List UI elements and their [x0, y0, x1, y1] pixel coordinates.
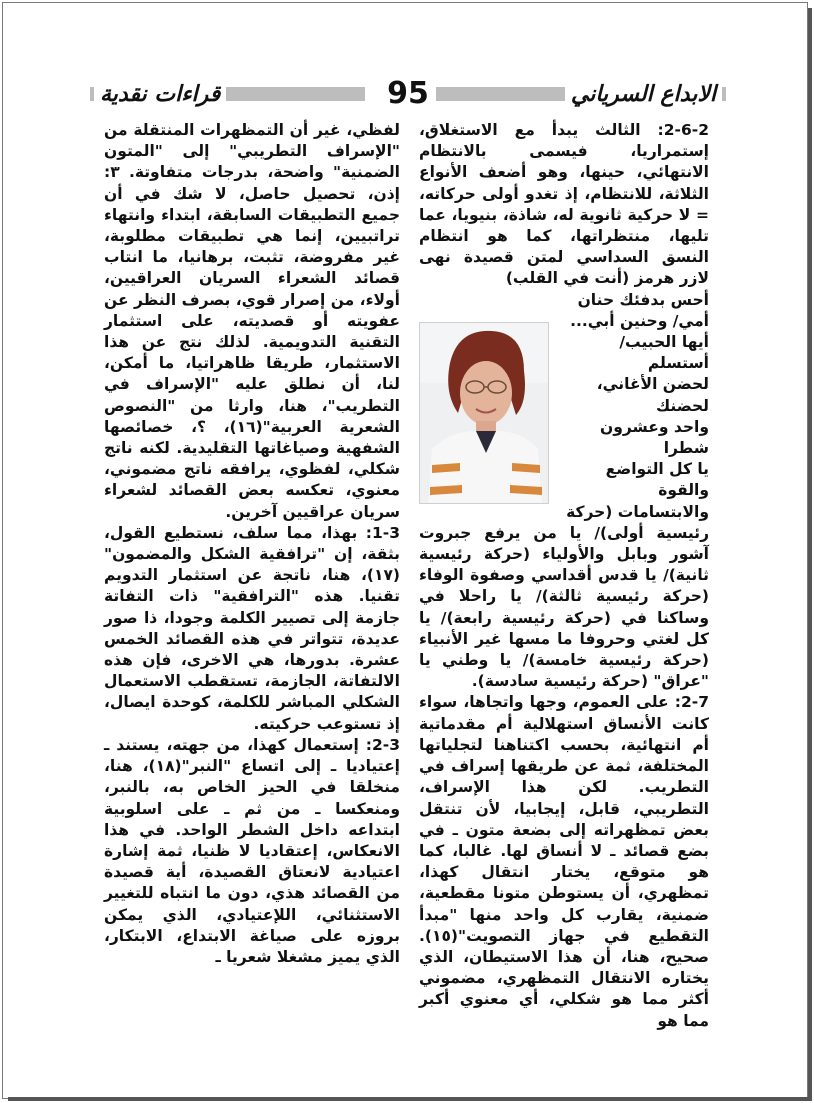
page-shadow-bottom [8, 1097, 810, 1101]
poem-line: والابتسامات (حركة [566, 502, 709, 521]
poem-line: أيها الحبيب/ أستسلم [619, 333, 709, 373]
page-shadow-right [808, 8, 812, 1101]
paragraph-3-2: 2-3: إستعمال كهذا، من جهته، يستند ـ إعتياديا ـ إلى اتساع "النبر"(١٨)، هنا، منخلقا في الحيز الخاص به، بالنبر، ومنعكسا ـ من ثم ـ على اسلوبية ابتداعه داخل الشطر الواحد. في هذا الانعكاس، إعتقاديا لا ظنيا، ثمة إشارة اعتيادية لانعتاق القصيدة، أية قصيدة من القصائد هذي، دون ما انتباه للتغيير الاستثنائي، اللإعتيادي، الذي يمكن بروزه على صياغة الابتداع، الابتكار، الذي يميز مشغلا شعريا ـ [104, 735, 400, 966]
poem-line: لحضن الأغاني، [596, 375, 709, 394]
poem-line: أمي/ وحنين أبي... [570, 311, 709, 330]
poem-line: يا كل التواضع والقوة [605, 460, 709, 500]
page-header [90, 78, 726, 110]
paragraph-2-7: 2-7: على العموم، وجها واتجاها، سواء كانت الأنساق استهلالية أم مقدماتية أم انتهائية، بحسب اكتناهنا لتجلياتها المختلفة، ثمة عن طريقها إسراف في التطريب. لكن هذا الإسراف، التطريبي، قابل، إيجابيا، لأن تنتقل بعض تمظهراته إلى بضعة متون ـ في بضع قصائد ـ لا أنساق لها. غالبا، كما هو متوقع، يختار انتقال كهذا، تمظهري، أن يستوطن متونا مقطعية، ضمنية، يقارب كل واحد منها "مبدأ التقطيع في جهاز التصويت"(١٥). صحيح، هنا، أن هذا الاستيطان، الذي يختاره الانتقال التمظهري، مضموني أكثر مما هو شكلي، أي معنوي أكبر مما هو [419, 693, 709, 1030]
magazine-title: الابداع السرياني [565, 78, 722, 110]
poem-line: أحس بدفئك حنان [577, 290, 709, 309]
paragraph-3-1: 1-3: بهذا، مما سلف، نستطيع القول، بثقة، إن "ترافقية الشكل والمضمون"(١٧)، هنا، ناتجة عن استثمار التدويم تقنيا. هذه "الترافقية" ذات التفاتة جازمة إلى تصيير الكلمة وجودا، ذا صور عديدة، تتواتر في هذه القصائد الخمس عشرة. بدورها، هي الاخرى، فإن هذه الالتفاتة، الجازمة، تستقطب الاستعمال الشكلي المباشر للكلمة، كوحدة ايصال، إذ تستوعب حركيته. [104, 523, 400, 733]
paragraph-poem-continuation: رئيسية أولى)/ يا من يرفع جبروت آشور وبابل والأولياء (حركة رئيسية ثانية)/ يا قدس أقداسي وصفوة الوفاء (حركة رئيسية ثالثة)/ يا راحلا في وساكنا في (حركة رئيسية رابعة)/ يا كل لغتي وحروفا ما مسها غير الأنبياء (حركة رئيسية خامسة)/ يا وطني يا "عراق" (حركة رئيسية سادسة). [419, 523, 709, 691]
left-text-column [104, 120, 400, 968]
poem-excerpt [419, 290, 709, 523]
page-number: 95 [380, 76, 436, 110]
poem-line: لحضنك [655, 396, 709, 415]
section-title: قراءات نقدية [94, 78, 226, 110]
paragraph-2-6-2: 2-6-2: الثالث يبدأ مع الاستغلاق، إستمراريا، فيسمى بالانتظام الانتهائي، حينها، وهو أضعف الأنواع الثلاثة، للانتظام، إذ تغدو أولى حركاته، = لا حركية ثانوية له، شاذة، بنيويا، عما تليها، منتظراتها، كما هو انتظام النسق السداسي لمتن قصيدة نهى لازر هرمز (أنت في القلب) [419, 121, 709, 288]
right-text-column [419, 120, 709, 1032]
poem-line: واحد وعشرون شطرا [600, 417, 709, 458]
paragraph-3: لفظي، غير أن التمظهرات المنتقلة من "الإسراف التطريبي" إلى "المتون الضمنية" واضحة، بدرجات متفاوتة. ٣: إذن، تحصيل حاصل، لا شك في أن جميع التطبيقات السابقة، ابتداء وانتهاء تراتبيين، إنما هي تطبيقات مطلوبة، غير مفروضة، تثبت، برهانيا، ما انتاب قصائد الشعراء السريان العراقيين، أولاء، من إصرار قوي، بصرف النظر عن عفويته أو قصديته، على استثمار التقنية التدويمية. لذلك نتج عن هذا الاستثمار، طريقا ظاهراتيا، ما أمكن، لنا، أن نطلق عليه "الإسراف في التطريب"، هنا، وارثا من "النصوص الشعرية العربية"(١٦)، ؟، خصائصها الشفهية وصياغاتها التقليدية. لكنه ناتج شكلي، لفظوي، يرافقه ناتج مضموني، معنوي، تعكسه بعض القصائد لشعراء سريان عراقيين آخرين. [104, 121, 400, 521]
